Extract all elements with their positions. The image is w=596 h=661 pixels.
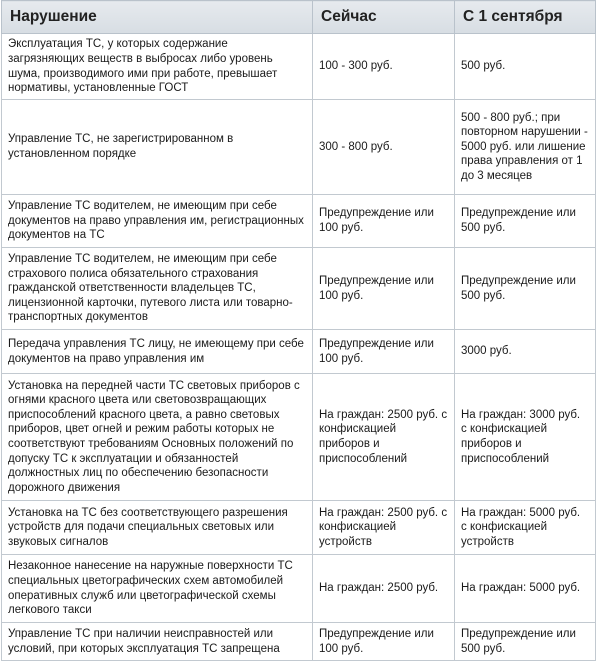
from-sep1-cell: 500 руб. <box>455 34 596 100</box>
violation-cell: Управление ТС, не зарегистрированном в установленном порядке <box>2 100 313 195</box>
now-cell: Предупреждение или 100 руб. <box>313 248 455 330</box>
table-row <box>2 330 596 374</box>
violation-cell: Передача управления ТС лицу, не имеющему при себе документов на право управления им <box>2 330 313 374</box>
table-row <box>2 248 596 330</box>
header-now: Сейчас <box>313 1 455 34</box>
header-row <box>2 1 596 34</box>
table-row <box>2 374 596 501</box>
now-cell: Предупреждение или 100 руб. <box>313 623 455 661</box>
from-sep1-cell: Предупреждение или 500 руб. <box>455 195 596 248</box>
table-row <box>2 623 596 661</box>
from-sep1-cell: Предупреждение или 500 руб. <box>455 623 596 661</box>
table-row <box>2 100 596 195</box>
table-row <box>2 195 596 248</box>
from-sep1-cell: На граждан: 5000 руб. с конфискацией устройств <box>455 501 596 555</box>
fines-table <box>1 0 596 661</box>
now-cell: На граждан: 2500 руб. <box>313 555 455 623</box>
now-cell: 100 - 300 руб. <box>313 34 455 100</box>
violation-cell: Установка на ТС без соответствующего разрешения устройств для подачи специальных световых или звуковых сигналов <box>2 501 313 555</box>
from-sep1-cell: Предупреждение или 500 руб. <box>455 248 596 330</box>
from-sep1-cell: 3000 руб. <box>455 330 596 374</box>
from-sep1-cell: 500 - 800 руб.; при повторном нарушении - 5000 руб. или лишение права управления от 1 до 3 месяцев <box>455 100 596 195</box>
header-from-sep1: С 1 сентября <box>455 1 596 34</box>
violation-cell: Управление ТС водителем, не имеющим при себе страхового полиса обязательного страхования гражданской ответственности владельцев ТС, лицензионной карточки, путевого листа или товарно-транспортных документов <box>2 248 313 330</box>
table-row <box>2 34 596 100</box>
now-cell: 300 - 800 руб. <box>313 100 455 195</box>
violation-cell: Управление ТС водителем, не имеющим при себе документов на право управления им, регистрационных документов на ТС <box>2 195 313 248</box>
header-violation: Нарушение <box>2 1 313 34</box>
violation-cell: Незаконное нанесение на наружные поверхности ТС специальных цветографических схем автомобилей оперативных служб или цветографической схемы легкового такси <box>2 555 313 623</box>
now-cell: Предупреждение или 100 руб. <box>313 330 455 374</box>
table-row <box>2 555 596 623</box>
from-sep1-cell: На граждан: 5000 руб. <box>455 555 596 623</box>
now-cell: На граждан: 2500 руб. с конфискацией приборов и приспособлений <box>313 374 455 501</box>
now-cell: Предупреждение или 100 руб. <box>313 195 455 248</box>
violation-cell: Установка на передней части ТС световых приборов с огнями красного цвета или световозвращающих приспособлений красного цвета, а равно световых приборов, цвет огней и режим работы которых не соответствуют требованиям Основных положений по допуску ТС к эксплуатации и обязанностей должностных лиц по обеспечению безопасности дорожного движения <box>2 374 313 501</box>
violation-cell: Управление ТС при наличии неисправностей или условий, при которых эксплуатация ТС запрещена <box>2 623 313 661</box>
from-sep1-cell: На граждан: 3000 руб. с конфискацией приборов и приспособлений <box>455 374 596 501</box>
violation-cell: Эксплуатация ТС, у которых содержание загрязняющих веществ в выбросах либо уровень шума, производимого ими при работе, превышает нормативы, установленные ГОСТ <box>2 34 313 100</box>
now-cell: На граждан: 2500 руб. с конфискацией устройств <box>313 501 455 555</box>
table-row <box>2 501 596 555</box>
